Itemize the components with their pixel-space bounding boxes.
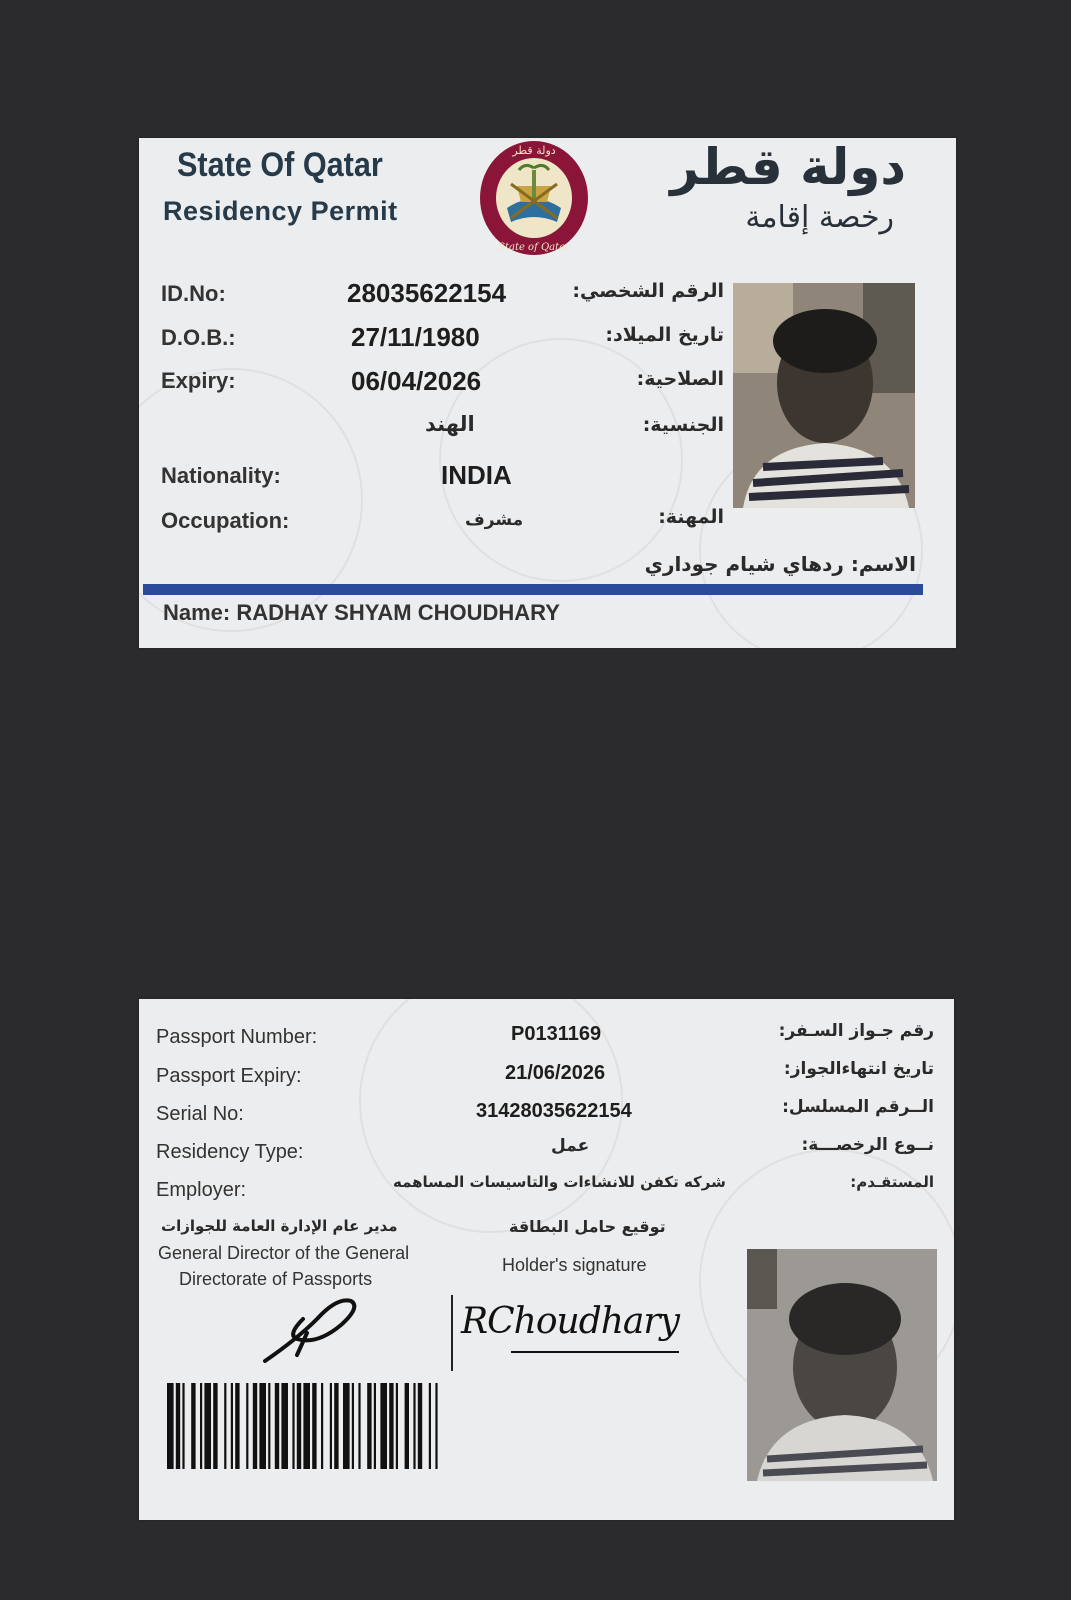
employer-label-ar: المستقـدم: xyxy=(850,1173,934,1191)
name-value: RADHAY SHYAM CHOUDHARY xyxy=(236,600,560,625)
passport-value: P0131169 xyxy=(511,1023,602,1045)
passport-expiry-label-ar: تاريخ انتهاءالجواز: xyxy=(783,1059,934,1079)
director-title-en-2: Directorate of Passports xyxy=(179,1269,373,1289)
holder-photo xyxy=(733,283,915,508)
occupation-label-ar: المهنة: xyxy=(658,506,724,528)
serial-value: 31428035622154 xyxy=(476,1100,632,1122)
emblem-icon xyxy=(477,138,591,258)
name-label: Name: xyxy=(163,600,231,625)
holder-signature-underline xyxy=(511,1351,679,1353)
occupation-value-ar: مشرف xyxy=(465,510,524,530)
barcode xyxy=(167,1383,585,1469)
nationality-value-ar: الهند xyxy=(425,412,475,436)
name-ar: الاسم: ردهاي شيام جوداري xyxy=(644,552,916,576)
id-label-ar: الرقم الشخصي: xyxy=(572,280,724,302)
qatar-emblem xyxy=(477,138,591,258)
nationality-label-ar: الجنسية: xyxy=(642,414,724,436)
dob-value: 27/11/1980 xyxy=(351,322,480,352)
id-value: 28035622154 xyxy=(347,278,507,308)
dob-label: D.O.B.: xyxy=(161,325,236,350)
blue-stripe xyxy=(143,584,923,595)
holder-signature-label-ar: توقيع حامل البطاقة xyxy=(509,1217,666,1236)
passport-label: Passport Number: xyxy=(156,1026,318,1048)
subtitle-ar: رخصة إقامة xyxy=(745,200,894,235)
employer-value-ar: شركه تكفن للانشاءات والتاسيسات المساهمه xyxy=(393,1173,726,1191)
subtitle-en: Residency Permit xyxy=(163,196,398,226)
passport-expiry-label: Passport Expiry: xyxy=(156,1065,302,1087)
serial-label-ar: الــرقم المسلسل: xyxy=(782,1097,934,1117)
residency-type-label-ar: نــوع الرخصـــة: xyxy=(801,1135,934,1155)
holder-signature-label-en: Holder's signature xyxy=(502,1255,647,1275)
title-en: State Of Qatar xyxy=(177,146,383,184)
nationality-value: INDIA xyxy=(441,460,512,490)
occupation-label: Occupation: xyxy=(161,508,290,533)
expiry-value: 06/04/2026 xyxy=(351,366,482,396)
svg-text:State of Qatar: State of Qatar xyxy=(498,242,570,253)
ghost-photo xyxy=(747,1249,937,1481)
title-ar: دولة قطر xyxy=(670,138,906,196)
passport-label-ar: رقم جـواز السـفر: xyxy=(778,1021,934,1041)
svg-text:دولة قطر: دولة قطر xyxy=(512,144,556,157)
residency-type-value-ar: عمل xyxy=(551,1136,590,1156)
residency-type-label: Residency Type: xyxy=(156,1141,304,1163)
signature-divider xyxy=(451,1295,453,1371)
director-title-en-1: General Director of the General xyxy=(158,1243,410,1263)
id-label: ID.No: xyxy=(161,281,226,306)
residency-card-back xyxy=(139,999,954,1520)
director-signature-icon xyxy=(257,1289,367,1369)
expiry-label: Expiry: xyxy=(161,368,236,393)
expiry-label-ar: الصلاحية: xyxy=(636,368,724,390)
serial-label: Serial No: xyxy=(156,1103,244,1125)
residency-card-front xyxy=(139,138,956,648)
dob-label-ar: تاريخ الميلاد: xyxy=(605,324,724,346)
name-row xyxy=(163,600,560,626)
nationality-label: Nationality: xyxy=(161,463,281,488)
holder-signature: RChoudhary xyxy=(461,1301,679,1342)
passport-expiry-value: 21/06/2026 xyxy=(505,1062,606,1084)
director-title-ar: مدير عام الإدارة العامة للجوازات xyxy=(161,1217,398,1235)
employer-label: Employer: xyxy=(156,1179,247,1201)
